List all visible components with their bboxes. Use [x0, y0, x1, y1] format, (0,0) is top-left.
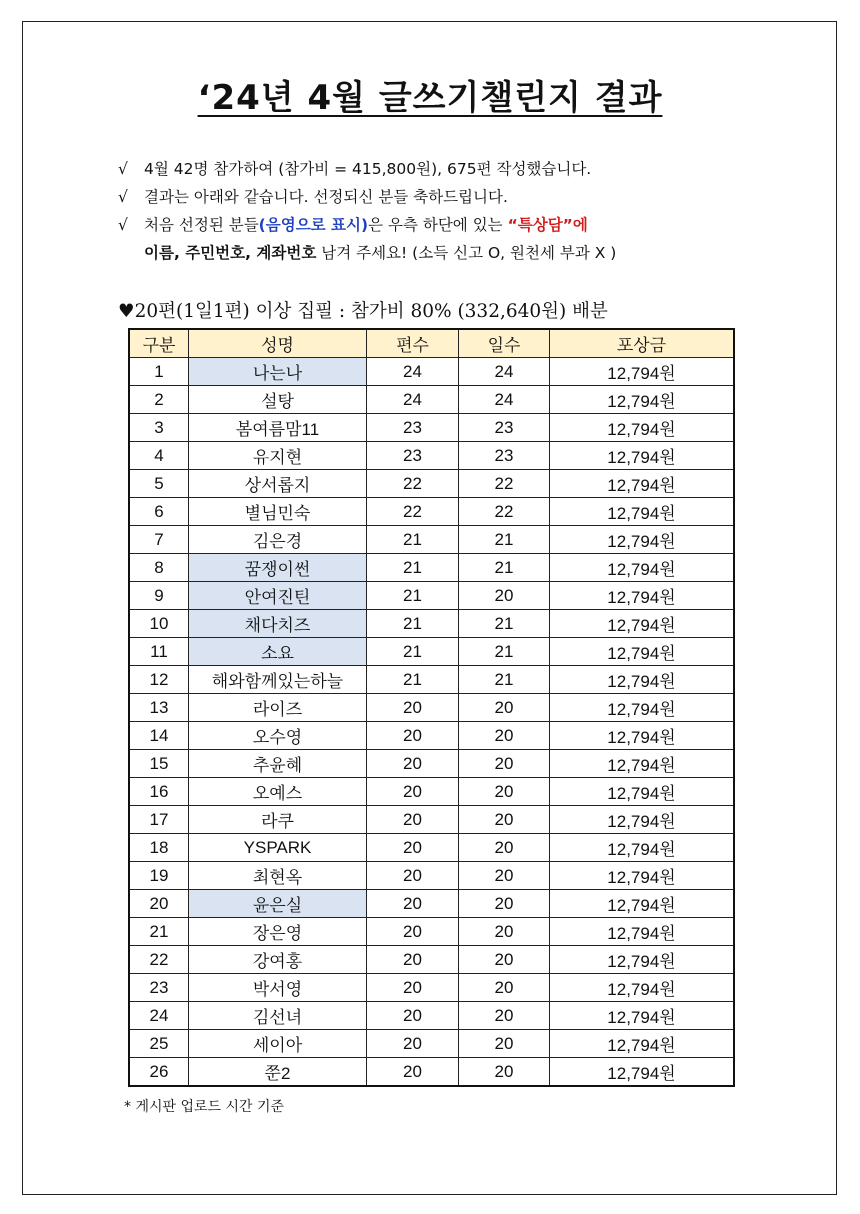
notice-line-2: √ 결과는 아래와 같습니다. 선정되신 분들 축하드립니다.	[118, 183, 758, 211]
table-row	[129, 414, 734, 442]
cell-prize: 12,794원	[550, 470, 735, 498]
cell-prize: 12,794원	[550, 638, 735, 666]
cell-posts: 21	[367, 610, 459, 638]
cell-posts: 22	[367, 470, 459, 498]
notice-line-4: 이름, 주민번호, 계좌번호 남겨 주세요! (소득 신고 O, 원천세 부과 X )	[144, 244, 617, 262]
table-row	[129, 498, 734, 526]
cell-no: 2	[129, 386, 189, 414]
cell-name: 강여홍	[189, 946, 367, 974]
table-row	[129, 974, 734, 1002]
cell-posts: 20	[367, 1002, 459, 1030]
cell-prize: 12,794원	[550, 750, 735, 778]
cell-no: 26	[129, 1058, 189, 1087]
cell-prize: 12,794원	[550, 1030, 735, 1058]
cell-posts: 21	[367, 638, 459, 666]
table-row	[129, 778, 734, 806]
table-row	[129, 1030, 734, 1058]
cell-no: 24	[129, 1002, 189, 1030]
cell-posts: 21	[367, 666, 459, 694]
cell-name: 봄여름맘11	[189, 414, 367, 442]
cell-name: 윤은실	[189, 890, 367, 918]
cell-posts: 20	[367, 918, 459, 946]
cell-prize: 12,794원	[550, 806, 735, 834]
cell-no: 4	[129, 442, 189, 470]
notice-line-1: √ 4월 42명 참가하여 (참가비 = 415,800원), 675편 작성했습니다.	[118, 155, 758, 183]
cell-days: 20	[459, 750, 550, 778]
cell-days: 22	[459, 470, 550, 498]
cell-prize: 12,794원	[550, 358, 735, 386]
special-board-name: “특상담”에	[507, 216, 588, 234]
cell-name: 김은경	[189, 526, 367, 554]
header-name: 성명	[189, 329, 367, 358]
table-row	[129, 358, 734, 386]
cell-name: 상서롭지	[189, 470, 367, 498]
cell-posts: 20	[367, 1058, 459, 1087]
table-row	[129, 386, 734, 414]
cell-name: 장은영	[189, 918, 367, 946]
cell-name: 안여진틴	[189, 582, 367, 610]
table-row	[129, 834, 734, 862]
cell-posts: 20	[367, 806, 459, 834]
cell-no: 13	[129, 694, 189, 722]
cell-name: 나는나	[189, 358, 367, 386]
cell-no: 16	[129, 778, 189, 806]
cell-no: 7	[129, 526, 189, 554]
cell-posts: 20	[367, 834, 459, 862]
cell-prize: 12,794원	[550, 890, 735, 918]
cell-no: 23	[129, 974, 189, 1002]
cell-prize: 12,794원	[550, 778, 735, 806]
cell-days: 23	[459, 414, 550, 442]
table-row	[129, 638, 734, 666]
cell-days: 21	[459, 638, 550, 666]
cell-days: 24	[459, 358, 550, 386]
cell-posts: 23	[367, 442, 459, 470]
cell-days: 20	[459, 974, 550, 1002]
section-heading: ♥20편(1일1편) 이상 집필 : 참가비 80% (332,640원) 배분	[118, 301, 608, 322]
cell-no: 14	[129, 722, 189, 750]
cell-prize: 12,794원	[550, 946, 735, 974]
cell-no: 6	[129, 498, 189, 526]
cell-name: 추윤혜	[189, 750, 367, 778]
table-row	[129, 666, 734, 694]
cell-no: 19	[129, 862, 189, 890]
cell-prize: 12,794원	[550, 1002, 735, 1030]
cell-days: 20	[459, 834, 550, 862]
cell-days: 22	[459, 498, 550, 526]
table-row	[129, 694, 734, 722]
check-icon: √	[118, 216, 128, 234]
cell-name: 라쿠	[189, 806, 367, 834]
cell-days: 21	[459, 610, 550, 638]
cell-posts: 22	[367, 498, 459, 526]
cell-name: 유지현	[189, 442, 367, 470]
cell-no: 12	[129, 666, 189, 694]
notice-line-3: √ 처음 선정된 분들(음영으로 표시)은 우측 하단에 있는 “특상담”에	[118, 211, 758, 239]
shaded-note: (음영으로 표시)	[258, 216, 369, 234]
table-row	[129, 806, 734, 834]
results-table	[128, 328, 735, 1087]
cell-posts: 24	[367, 358, 459, 386]
table-row	[129, 470, 734, 498]
cell-prize: 12,794원	[550, 554, 735, 582]
cell-name: 해와함께있는하늘	[189, 666, 367, 694]
cell-name: 오예스	[189, 778, 367, 806]
cell-days: 20	[459, 918, 550, 946]
cell-prize: 12,794원	[550, 694, 735, 722]
cell-days: 20	[459, 1058, 550, 1087]
cell-posts: 21	[367, 582, 459, 610]
cell-no: 20	[129, 890, 189, 918]
cell-posts: 21	[367, 554, 459, 582]
header-posts: 편수	[367, 329, 459, 358]
table-row	[129, 526, 734, 554]
cell-days: 23	[459, 442, 550, 470]
cell-no: 21	[129, 918, 189, 946]
cell-name: 오수영	[189, 722, 367, 750]
cell-days: 20	[459, 890, 550, 918]
cell-prize: 12,794원	[550, 1058, 735, 1087]
check-icon: √	[118, 188, 128, 206]
cell-name: 박서영	[189, 974, 367, 1002]
cell-posts: 24	[367, 386, 459, 414]
table-row	[129, 862, 734, 890]
cell-prize: 12,794원	[550, 582, 735, 610]
cell-no: 22	[129, 946, 189, 974]
cell-name: 쭌2	[189, 1058, 367, 1087]
cell-days: 20	[459, 806, 550, 834]
cell-name: 소요	[189, 638, 367, 666]
table-row	[129, 554, 734, 582]
table-row	[129, 442, 734, 470]
table-row	[129, 1002, 734, 1030]
table-header-row	[129, 329, 734, 358]
cell-no: 3	[129, 414, 189, 442]
header-days: 일수	[459, 329, 550, 358]
cell-posts: 20	[367, 890, 459, 918]
cell-days: 20	[459, 722, 550, 750]
cell-name: 김선녀	[189, 1002, 367, 1030]
cell-no: 9	[129, 582, 189, 610]
cell-days: 21	[459, 554, 550, 582]
check-icon: √	[118, 160, 128, 178]
cell-name: 꿈쟁이썬	[189, 554, 367, 582]
cell-days: 24	[459, 386, 550, 414]
cell-posts: 20	[367, 1030, 459, 1058]
cell-name: 채다치즈	[189, 610, 367, 638]
cell-days: 20	[459, 946, 550, 974]
cell-days: 21	[459, 666, 550, 694]
cell-prize: 12,794원	[550, 918, 735, 946]
cell-posts: 20	[367, 778, 459, 806]
table-row	[129, 918, 734, 946]
cell-prize: 12,794원	[550, 386, 735, 414]
cell-name: 세이아	[189, 1030, 367, 1058]
cell-prize: 12,794원	[550, 974, 735, 1002]
table-row	[129, 582, 734, 610]
cell-posts: 20	[367, 694, 459, 722]
cell-days: 20	[459, 1030, 550, 1058]
cell-no: 8	[129, 554, 189, 582]
page-title: ‘24년 4월 글쓰기챌린지 결과	[197, 78, 663, 118]
cell-no: 18	[129, 834, 189, 862]
cell-no: 15	[129, 750, 189, 778]
table-row	[129, 1058, 734, 1087]
notice-list	[118, 155, 758, 267]
cell-days: 20	[459, 694, 550, 722]
cell-days: 20	[459, 862, 550, 890]
cell-prize: 12,794원	[550, 834, 735, 862]
cell-name: 라이즈	[189, 694, 367, 722]
table-row	[129, 946, 734, 974]
cell-posts: 23	[367, 414, 459, 442]
table-row	[129, 750, 734, 778]
cell-no: 11	[129, 638, 189, 666]
cell-name: 별님민숙	[189, 498, 367, 526]
cell-posts: 20	[367, 862, 459, 890]
cell-posts: 20	[367, 974, 459, 1002]
cell-name: 최현옥	[189, 862, 367, 890]
cell-days: 20	[459, 778, 550, 806]
cell-prize: 12,794원	[550, 526, 735, 554]
cell-days: 20	[459, 582, 550, 610]
cell-no: 25	[129, 1030, 189, 1058]
table-row	[129, 610, 734, 638]
table-row	[129, 890, 734, 918]
cell-prize: 12,794원	[550, 610, 735, 638]
cell-no: 10	[129, 610, 189, 638]
cell-prize: 12,794원	[550, 414, 735, 442]
cell-days: 21	[459, 526, 550, 554]
cell-prize: 12,794원	[550, 722, 735, 750]
cell-posts: 20	[367, 750, 459, 778]
cell-posts: 20	[367, 722, 459, 750]
cell-no: 1	[129, 358, 189, 386]
cell-prize: 12,794원	[550, 666, 735, 694]
cell-prize: 12,794원	[550, 862, 735, 890]
footnote: * 게시판 업로드 시간 기준	[124, 1099, 285, 1115]
cell-name: YSPARK	[189, 834, 367, 862]
cell-name: 설탕	[189, 386, 367, 414]
header-no: 구분	[129, 329, 189, 358]
cell-no: 5	[129, 470, 189, 498]
cell-posts: 21	[367, 526, 459, 554]
cell-prize: 12,794원	[550, 498, 735, 526]
header-prize: 포상금	[550, 329, 735, 358]
cell-no: 17	[129, 806, 189, 834]
table-row	[129, 722, 734, 750]
cell-days: 20	[459, 1002, 550, 1030]
cell-posts: 20	[367, 946, 459, 974]
cell-prize: 12,794원	[550, 442, 735, 470]
